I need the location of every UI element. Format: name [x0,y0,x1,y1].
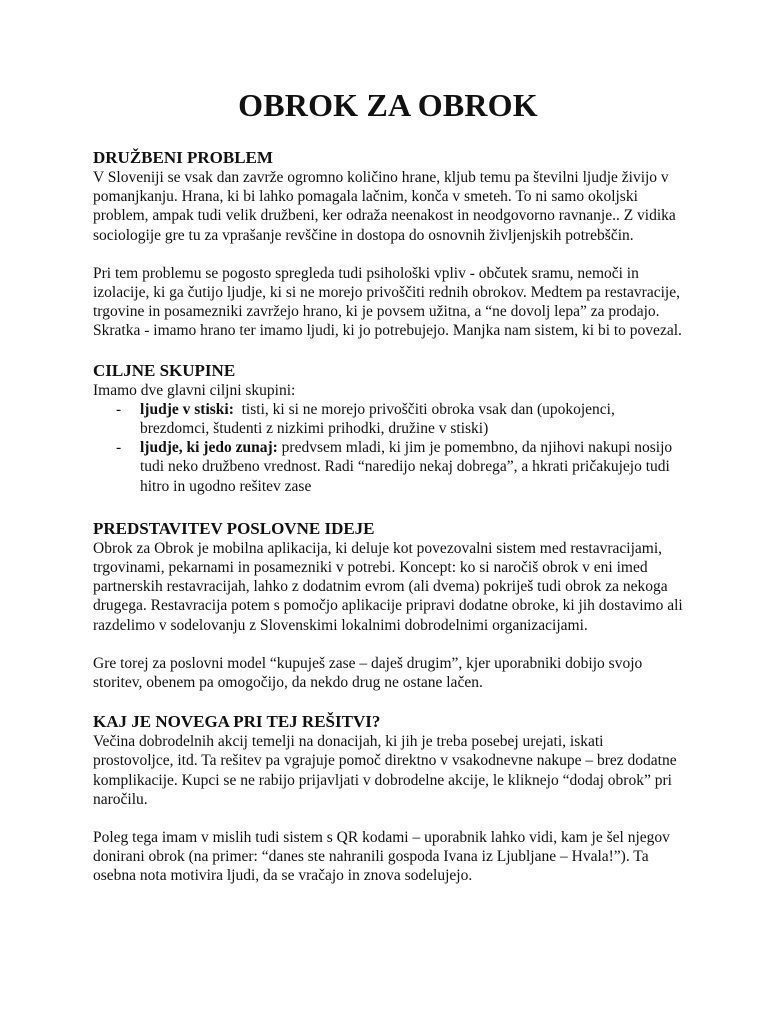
list-item-label: ljudje v stiski: [140,400,234,418]
title-spacer [93,126,683,148]
document-page [93,84,683,886]
list-item-text: predvsem mladi, ki jim je pomembno, da njihovi nakupi nosijo tudi neko družbeno vrednost. Radi “naredijo nekaj dobrega”, a hkrati pričakujejo tudi hitro in ugodno rešitev zase [140,439,677,495]
idea-paragraph-1: Obrok za Obrok je mobilna aplikacija, ki deluje kot povezovalni sistem med restavracijami, trgovinami, pekarnami in posamezniki v potrebi. Koncept: ko si naročiš obrok v eni imed partnerskih restavracijah, lahko z dodatnim evrom (ali dvema) pokriješ tudi obrok za nekoga drugega. Restavracija potem s pomočjo aplikacije pripravi dodatne obroke, ki jih dostavimo ali razdelimo v sodelovanju z Slovenskimi lokalnimi dobrodelnimi organizacijami. [93,539,683,634]
section-target-groups [93,361,683,496]
paragraph-spacer [93,635,683,654]
list-item-label: ljudje, ki jedo zunaj: [140,439,278,457]
list-item-text: tisti, ki si ne morejo privoščiti obroka vsak dan (upokojenci, brezdomci, študenti z nizkimi prihodki, družine v stiski) [140,400,619,438]
list-dash: - [116,439,122,457]
target-group-list [93,400,683,496]
section-spacer [93,341,683,361]
paragraph-spacer [93,245,683,264]
section-heading-idea: PREDSTAVITEV POSLOVNE IDEJE [93,518,375,538]
section-spacer [93,496,683,519]
section-heading-targets: CILJNE SKUPINE [93,360,236,380]
section-novelty [93,712,683,885]
section-social-problem [93,148,683,341]
section-heading-problem: DRUŽBENI PROBLEM [93,148,273,167]
list-item [93,400,683,438]
paragraph-spacer [93,809,683,828]
document-title: OBROK ZA OBROK [238,87,538,123]
list-item [93,438,683,496]
targets-intro: Imamo dve glavni ciljni skupini: [93,381,296,399]
section-heading-novelty: KAJ JE NOVEGA PRI TEJ REŠITVI? [93,712,381,732]
problem-paragraph-1: V Sloveniji se vsak dan zavrže ogromno količino hrane, kljub temu pa številni ljudje živijo v pomanjkanju. Hrana, ki bi lahko pomagala lačnim, konča v smeteh. To ni samo okoljski problem, ampak tudi velik družbeni, ker odraža neenakost in neodgovorno ravnanje.. Z vidika sociologije gre tu za vprašanje revščine in dostopa do osnovnih življenjskih potrebščin. [93,169,676,244]
novelty-paragraph-1: Večina dobrodelnih akcij temelji na donacijah, ki jih je treba posebej urejati, iskati prostovoljce, itd. Ta rešitev pa vgrajuje pomoč direktno v vsakodnevne nakupe – brez dodatne komplikacije. Kupci se ne rabijo prijavljati v dobrodelne akcije, le kliknejo “dodaj obrok” pri naročilu. [93,733,677,808]
novelty-paragraph-2: Poleg tega imam v mislih tudi sistem s QR kodami – uporabnik lahko vidi, kam je šel njegov donirani obrok (na primer: “danes ste nahranili gospoda Ivana iz Ljubljane – Hvala!”). Ta osebna nota motivira ljudi, da se vračajo in znova sodelujejo. [93,829,670,885]
section-business-idea [93,519,683,692]
problem-paragraph-2: Pri tem problemu se pogosto spregleda tudi psihološki vpliv - občutek sramu, nemoči in izolacije, ki ga čutijo ljudje, ki si ne morejo privoščiti rednih obrokov. Medtem pa restavracije, trgovine in posamezniki zavržejo hrano, ki je povsem užitna, a “ne dovolj lepa” za prodajo. Skratka - imamo hrano ter imamo ljudi, ki jo potrebujejo. Manjka nam sistem, ki bi to povezal. [93,264,682,340]
idea-paragraph-2: Gre torej za poslovni model “kupuješ zase – daješ drugim”, kjer uporabniki dobijo svojo storitev, obenem pa omogočijo, da nekdo drug ne ostane lačen. [93,654,643,692]
list-dash: - [116,400,122,418]
section-spacer [93,692,683,712]
